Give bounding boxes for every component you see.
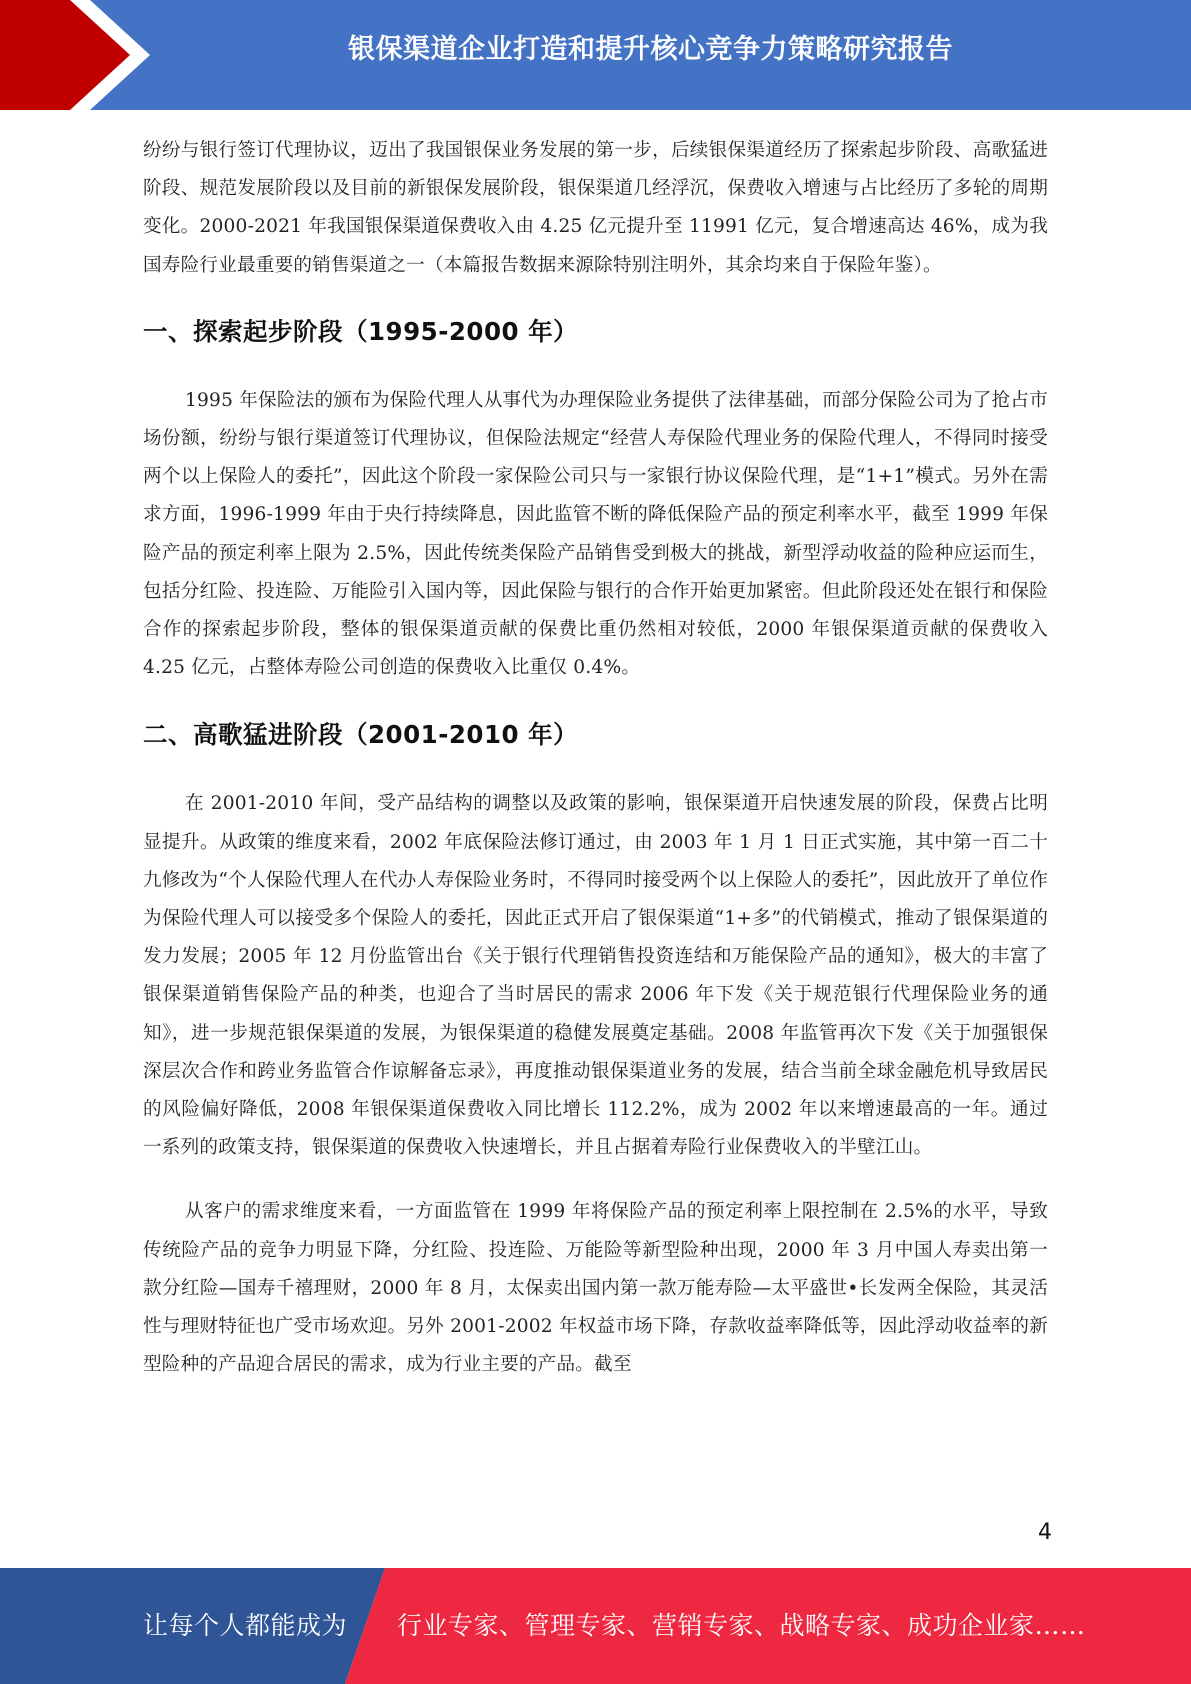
- header-arrow-icon: [0, 0, 160, 110]
- section-heading-exploration: 一、探索起步阶段（1995-2000 年）: [143, 316, 579, 346]
- header-arrow-red-chevron: [0, 0, 130, 110]
- section1-paragraph: 1995 年保险法的颁布为保险代理人从事代为办理保险业务提供了法律基础，而部分保险公司为了抢占市场份额，纷纷与银行渠道签订代理协议，但保险法规定“经营人寿保险代理业务的保险代理人，不得同时接受两个以上保险人的委托”，因此这个阶段一家保险公司只与一家银行协议保险代理，是“1+1”模式。另外在需求方面，1996-1999 年由于央行持续降息，因此监管不断的降低保险产品的预定利率水平，截至 1999 年保险产品的预定利率上限为 2.5%，因此传统类保险产品销售受到极大的挑战，新型浮动收益的险种应运而生，包括分红险、投连险、万能险引入国内等，因此保险与银行的合作开始更加紧密。但此阶段还处在银行和保险合作的探索起步阶段，整体的银保渠道贡献的保费比重仍然相对较低，2000 年银保渠道贡献的保费收入 4.25 亿元，占整体寿险公司创造的保费收入比重仅 0.4%。: [143, 389, 1048, 679]
- section2-paragraph-1: 在 2001-2010 年间，受产品结构的调整以及政策的影响，银保渠道开启快速发展的阶段，保费占比明显提升。从政策的维度来看，2002 年底保险法修订通过，由 2003 年 1 月 1 日正式实施，其中第一百二十九修改为“个人保险代理人在代办人寿保险业务时，不得同时接受两个以上保险人的委托”，因此放开了单位作为保险代理人可以接受多个保险人的委托，因此正式开启了银保渠道“1+多”的代销模式，推动了银保渠道的发力发展；2005 年 12 月份监管出台《关于银行代理销售投资连结和万能保险产品的通知》，极大的丰富了银保渠道销售保险产品的种类，也迎合了当时居民的需求 2006 年下发《关于规范银行代理保险业务的通知》，进一步规范银保渠道的发展，为银保渠道的稳健发展奠定基础。2008 年监管再次下发《关于加强银保深层次合作和跨业务监管合作谅解备忘录》，再度推动银保渠道业务的发展，结合当前全球金融危机导致居民的风险偏好降低，2008 年银保渠道保费收入同比增长 112.2%，成为 2002 年以来增速最高的一年。通过一系列的政策支持，银保渠道的保费收入快速增长，并且占据着寿险行业保费收入的半壁江山。: [143, 793, 1048, 1159]
- footer-slogan-right: 行业专家、管理专家、营销专家、战略专家、成功企业家……: [397, 1611, 1086, 1640]
- footer-slogan-left: 让每个人都能成为: [143, 1611, 348, 1640]
- report-title: 银保渠道企业打造和提升核心竞争力策略研究报告: [348, 34, 953, 65]
- intro-paragraph: 纷纷与银行签订代理协议，迈出了我国银保业务发展的第一步，后续银保渠道经历了探索起步阶段、高歌猛进阶段、规范发展阶段以及目前的新银保发展阶段，银保渠道几经浮沉，保费收入增速与占比经历了多轮的周期变化。2000-2021 年我国银保渠道保费收入由 4.25 亿元提升至 11991 亿元，复合增速高达 46%，成为我国寿险行业最重要的销售渠道之一（本篇报告数据来源除特别注明外，其余均来自于保险年鉴）。: [143, 140, 1048, 276]
- page-header: [0, 0, 1191, 110]
- section-heading-rapid-growth: 二、高歌猛进阶段（2001-2010 年）: [143, 720, 579, 750]
- page-number: 4: [1038, 1520, 1052, 1545]
- section2-paragraph-2: 从客户的需求维度来看，一方面监管在 1999 年将保险产品的预定利率上限控制在 2.5%的水平，导致传统险产品的竞争力明显下降，分红险、投连险、万能险等新型险种出现，2000 年 3 月中国人寿卖出第一款分红险—国寿千禧理财，2000 年 8 月，太保卖出国内第一款万能寿险—太平盛世•长发两全保险，其灵活性与理财特征也广受市场欢迎。另外 2001-2002 年权益市场下降，存款收益率降低等，因此浮动收益率的新型险种的产品迎合居民的需求，成为行业主要的产品。截至: [143, 1201, 1048, 1376]
- document-body: [143, 132, 1048, 1384]
- page-footer: [0, 1568, 1191, 1684]
